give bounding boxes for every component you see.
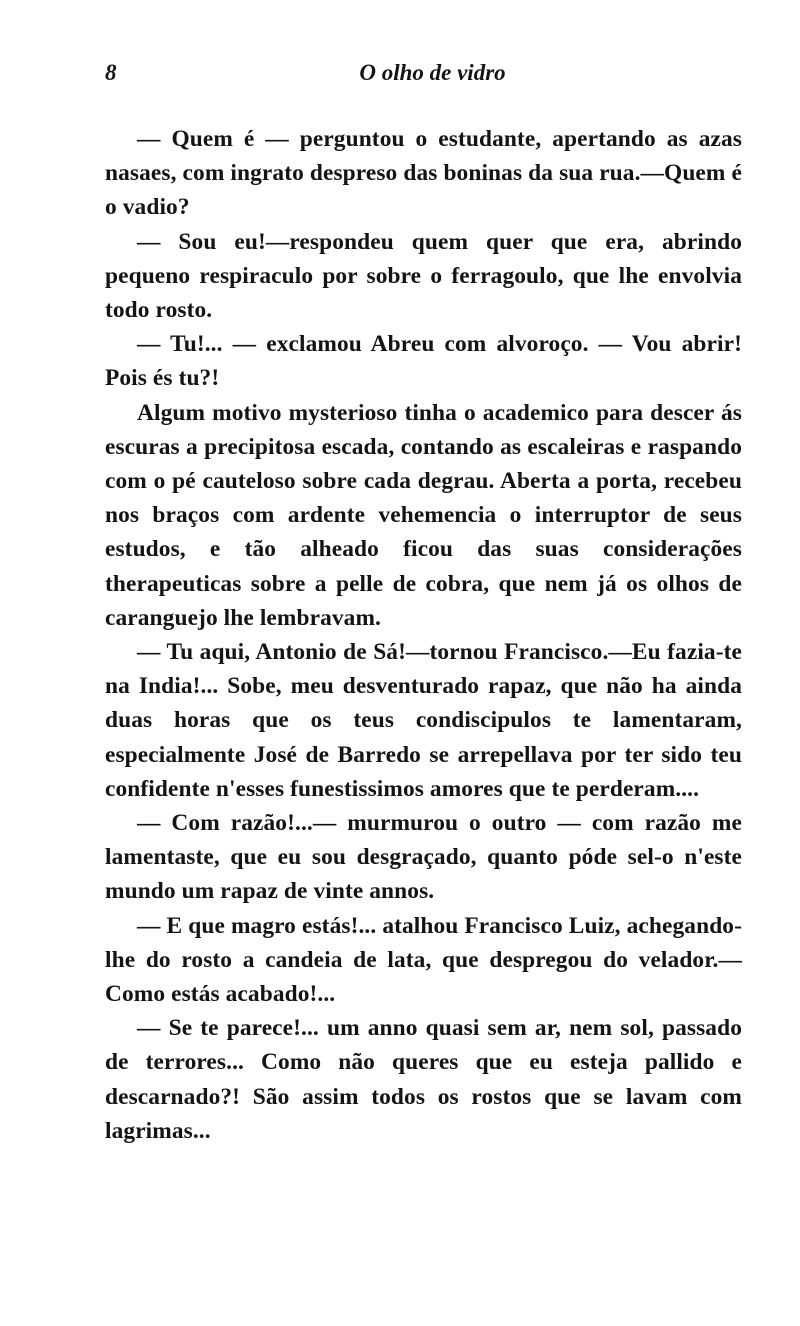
paragraph-6: — Com razão!...— murmurou o outro — com razão me lamentaste, que eu sou desgraçado, quanto póde sel-o n'este mundo um rapaz de vinte annos. — [105, 810, 742, 905]
paragraph-8: — Se te parece!... um anno quasi sem ar, nem sol, passado de terrores... Como não queres que eu esteja pallido e descarnado?! São assim todos os rostos que se lavam com lagrimas... — [105, 1015, 742, 1144]
book-page — [105, 60, 742, 1148]
paragraph-2: — Sou eu!—respondeu quem quer que era, abrindo pequeno respiraculo por sobre o ferragoulo, que lhe envolvia todo rosto. — [105, 228, 742, 324]
paragraph-7: — E que magro estás!... atalhou Francisco Luiz, achegando-lhe do rosto a candeia de lata, que despregou do velador.—Como estás acabado!... — [105, 912, 742, 1008]
paragraph-3: — Tu!... — exclamou Abreu com alvoroço. — Vou abrir! Pois és tu?! — [105, 331, 742, 392]
page-number: 8 — [105, 60, 117, 85]
body-text — [105, 122, 742, 1148]
paragraph-5: — Tu aqui, Antonio de Sá!—tornou Francisco.—Eu fazia-te na India!... Sobe, meu desventurado rapaz, que não ha ainda duas horas que os teus condiscipulos te lamentaram, especialmente José de Barredo se arrepellava por ter sido teu confidente n'esses funestissimos amores que te perderam.... — [105, 639, 742, 802]
page-header — [105, 60, 742, 96]
paragraph-4: Algum motivo mysterioso tinha o academico para descer ás escuras a precipitosa escada, contando as escaleiras e raspando com o pé cauteloso sobre cada degrau. Aberta a porta, recebeu nos braços com ardente vehemencia o interruptor de seus estudos, e tão alheado ficou das suas considerações therapeuticas sobre a pelle de cobra, que nem já os olhos de caranguejo lhe lembravam. — [105, 399, 742, 631]
paragraph-1: — Quem é — perguntou o estudante, apertando as azas nasaes, com ingrato despreso das boninas da sua rua.—Quem é o vadio? — [105, 126, 742, 221]
running-title: O olho de vidro — [359, 60, 506, 85]
